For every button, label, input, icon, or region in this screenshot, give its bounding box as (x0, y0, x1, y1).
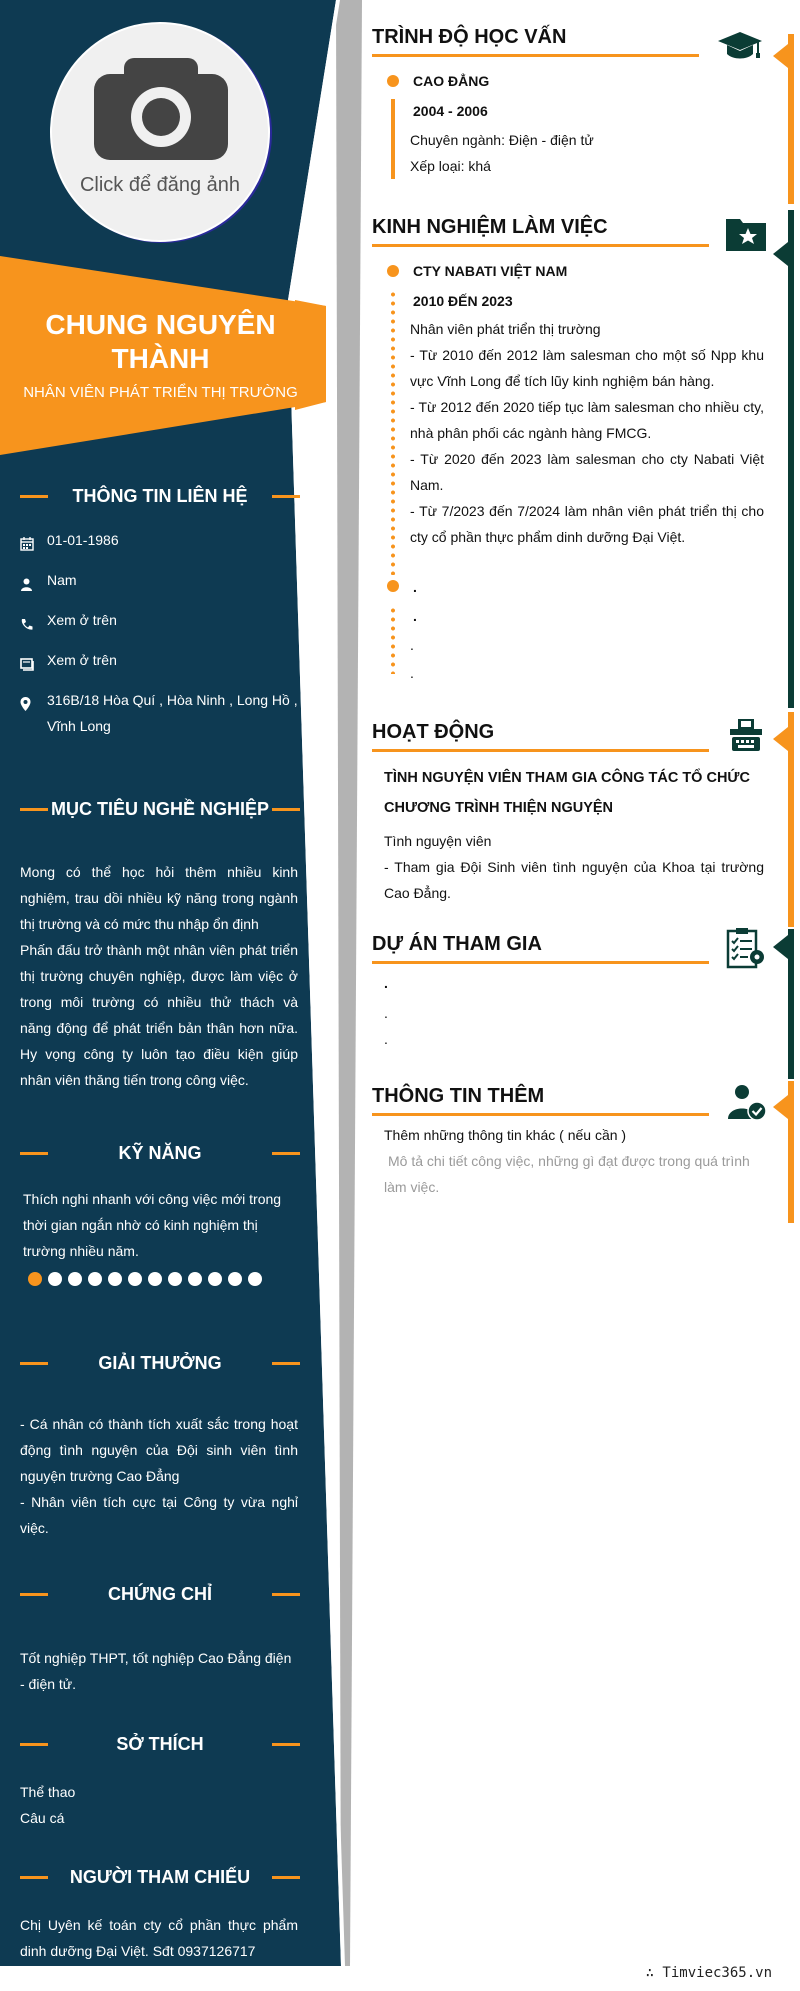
title-dash (272, 808, 300, 811)
avatar-upload[interactable] (50, 22, 270, 242)
contact-title-text: THÔNG TIN LIÊN HỆ (72, 485, 248, 506)
experience-position[interactable]: Nhân viên phát triển thị trường (410, 321, 601, 337)
contact-section-title (20, 484, 300, 508)
experience-company[interactable]: CTY NABATI VIỆT NAM (413, 263, 568, 279)
hobbies-section-title (20, 1732, 300, 1756)
timeline-dot (387, 265, 399, 277)
certificates-section-title (20, 1582, 300, 1606)
skill-rating-dot[interactable] (88, 1272, 102, 1286)
experience-section-header (372, 216, 608, 239)
experience-detail-2: - Từ 2012 đến 2020 tiếp tục làm salesman cho nhiều cty, nhà phân phối các ngành hàng FMCG. (410, 399, 764, 441)
education-underline (372, 54, 699, 57)
education-section-header (372, 26, 566, 49)
left-sidebar (0, 0, 320, 1991)
activity-role[interactable]: Tình nguyện viên (384, 833, 492, 849)
references-section-title (20, 1865, 300, 1889)
skill-rating-dot[interactable] (168, 1272, 182, 1286)
candidate-name[interactable] (8, 308, 313, 376)
gender-value: Nam (47, 572, 77, 588)
objective-text[interactable] (20, 859, 298, 1093)
awards-section-title (20, 1351, 300, 1375)
user-icon (20, 567, 47, 599)
projects-underline (372, 961, 709, 964)
experience-period-2[interactable]: . (413, 608, 417, 624)
experience-company-2[interactable]: . (413, 579, 417, 595)
email-value: Xem ở trên (47, 652, 117, 668)
camera-icon (94, 56, 228, 160)
experience-detail-3: - Từ 2020 đến 2023 làm salesman cho cty Nabati Việt Nam. (410, 451, 764, 493)
hobby-item-1: Thể thao (20, 1784, 76, 1800)
education-period[interactable]: 2004 - 2006 (413, 103, 488, 119)
footer-brand[interactable]: ∴ Timviec365.vn (645, 1965, 772, 1981)
activity-description[interactable]: - Tham gia Đội Sinh viên tình nguyện của Khoa tại trường Cao Đẳng. (384, 859, 764, 901)
certificates-title-text: CHỨNG CHỈ (108, 1583, 212, 1604)
experience-detail-1: - Từ 2010 đến 2012 làm salesman cho một số Npp khu vực Vĩnh Long để tích lũy kinh nghiệm bán hàng. (410, 347, 764, 389)
objective-section-title (20, 797, 300, 821)
education-school[interactable]: CAO ĐẲNG (413, 73, 490, 89)
experience-description-2[interactable]: . (410, 665, 414, 681)
title-dash (20, 1593, 48, 1596)
skill-rating-dot[interactable] (188, 1272, 202, 1286)
experience-description[interactable] (410, 342, 764, 550)
award-item-2: - Nhân viên tích cực tại Công ty vừa nghỉ việc. (20, 1494, 298, 1536)
contact-gender[interactable] (20, 567, 300, 599)
title-dash (20, 495, 48, 498)
title-dash (20, 1743, 48, 1746)
activities-underline (372, 749, 709, 752)
additional-text[interactable]: Thêm những thông tin khác ( nếu cần ) (384, 1127, 627, 1143)
title-dash (20, 808, 48, 811)
projects-title: DỰ ÁN THAM GIA (372, 933, 542, 955)
awards-title-text: GIẢI THƯỞNG (98, 1352, 222, 1373)
address-value: 316B/18 Hòa Quí , Hòa Ninh , Long Hồ , Vĩnh Long (47, 692, 298, 734)
skills-title-text: KỸ NĂNG (118, 1142, 202, 1163)
title-dash (272, 1593, 300, 1596)
timeline-line (391, 99, 395, 179)
job-title[interactable]: NHÂN VIÊN PHÁT TRIỂN THỊ TRƯỜNG (23, 384, 298, 401)
name-line-2: THÀNH (111, 343, 210, 374)
activities-section-header (372, 721, 494, 744)
references-text[interactable]: Chị Uyên kế toán cty cổ phần thực phẩm dinh dưỡng Đại Việt. Sđt 0937126717 (20, 1917, 298, 1959)
user-check-icon (728, 1083, 766, 1121)
checklist-icon (726, 927, 766, 969)
skill-rating-dot[interactable] (48, 1272, 62, 1286)
education-grade[interactable]: Xếp loại: khá (410, 158, 491, 174)
additional-section-header (372, 1085, 544, 1108)
hobbies-title-text: SỞ THÍCH (116, 1733, 204, 1754)
project-name[interactable]: . (384, 975, 388, 991)
skill-rating-dot[interactable] (108, 1272, 122, 1286)
typewriter-icon (728, 717, 764, 753)
additional-underline (372, 1113, 709, 1116)
skill-rating-dot[interactable] (228, 1272, 242, 1286)
title-dash (20, 1152, 48, 1155)
timeline-dotted-line (391, 290, 395, 575)
experience-period[interactable]: 2010 ĐẾN 2023 (413, 293, 513, 309)
skill-rating-dot[interactable] (208, 1272, 222, 1286)
title-dash (272, 1876, 300, 1879)
project-line-3[interactable]: . (384, 1031, 388, 1047)
objective-title-text: MỤC TIÊU NGHỀ NGHIỆP (50, 798, 269, 819)
skill-rating[interactable] (28, 1272, 262, 1286)
timeline-dot (387, 580, 399, 592)
email-icon (20, 647, 47, 679)
title-dash (272, 1362, 300, 1365)
skill-rating-dot[interactable] (248, 1272, 262, 1286)
skill-description[interactable]: Thích nghi nhanh với công việc mới trong thời gian ngắn nhờ có kinh nghiệm thị trường nhiều năm. (23, 1191, 282, 1259)
objective-paragraph-2: Phấn đấu trở thành một nhân viên phát triển thị trường chuyên nghiệp, được làm việc ở trong môi trường có nhiều thử thách và năng động để phát triển bản thân hơn nữa. Hy vọng công ty luôn tạo điều kiện giúp nhân viên thăng tiến trong công việc. (20, 942, 298, 1088)
title-dash (272, 495, 300, 498)
birthday-value: 01-01-1986 (47, 532, 119, 548)
avatar-caption: Click để đăng ảnh (79, 174, 241, 196)
award-item-1: - Cá nhân có thành tích xuất sắc trong hoạt động tình nguyện của Đội sinh viên tình nguyện trường Cao Đẳng (20, 1416, 298, 1484)
experience-position-2[interactable]: . (410, 637, 414, 653)
timeline-dotted-line (391, 606, 395, 674)
location-icon (20, 687, 47, 739)
contact-address[interactable] (20, 687, 300, 739)
title-dash (272, 1152, 300, 1155)
title-dash (20, 1362, 48, 1365)
graduation-cap-icon (718, 30, 762, 62)
name-line-1: CHUNG NGUYÊN (45, 309, 276, 340)
activities-title: HOẠT ĐỘNG (372, 721, 495, 743)
timeline-dot (387, 75, 399, 87)
title-dash (272, 1743, 300, 1746)
experience-underline (372, 244, 709, 247)
skills-section-title (20, 1141, 300, 1165)
contact-phone[interactable] (20, 607, 300, 639)
skill-rating-dot[interactable] (128, 1272, 142, 1286)
main-content (372, 0, 800, 1991)
projects-section-header (372, 933, 542, 956)
education-major[interactable]: Chuyên ngành: Điện - điện tử (410, 132, 594, 148)
skill-rating-dot[interactable] (68, 1272, 82, 1286)
certificates-text[interactable]: Tốt nghiệp THPT, tốt nghiệp Cao Đẳng điện - điện tử. (20, 1650, 292, 1692)
objective-paragraph-1: Mong có thể học hỏi thêm nhiều kinh nghiệm, trau dồi nhiều kỹ năng trong ngành thị trường và có mức thu nhập ổn định (20, 864, 298, 932)
experience-title: KINH NGHIỆM LÀM VIỆC (372, 216, 608, 238)
project-line-2[interactable]: . (384, 1005, 388, 1021)
education-title: TRÌNH ĐỘ HỌC VẤN (372, 26, 567, 48)
activity-name[interactable]: TÌNH NGUYỆN VIÊN THAM GIA CÔNG TÁC TỔ CHỨC CHƯƠNG TRÌNH THIỆN NGUYỆN (384, 770, 750, 816)
experience-detail-4: - Từ 7/2023 đến 7/2024 làm nhân viên phát triển thị cho cty cổ phần thực phẩm dinh dưỡng Đại Việt. (410, 503, 764, 545)
skill-rating-dot[interactable] (148, 1272, 162, 1286)
skill-rating-dot[interactable] (28, 1272, 42, 1286)
phone-icon (20, 607, 47, 639)
additional-title: THÔNG TIN THÊM (372, 1085, 545, 1107)
hobby-item-2: Câu cá (20, 1810, 65, 1826)
contact-birthday[interactable] (20, 527, 300, 559)
additional-placeholder[interactable]: Mô tả chi tiết công việc, những gì đạt được trong quá trình làm việc. (384, 1153, 750, 1195)
star-folder-icon (726, 215, 766, 251)
hobbies-text[interactable] (20, 1779, 298, 1831)
phone-value: Xem ở trên (47, 612, 117, 628)
calendar-icon (20, 527, 47, 559)
contact-email[interactable] (20, 647, 300, 679)
title-dash (20, 1876, 48, 1879)
awards-text[interactable] (20, 1411, 298, 1541)
references-title-text: NGƯỜI THAM CHIẾU (69, 1866, 251, 1887)
